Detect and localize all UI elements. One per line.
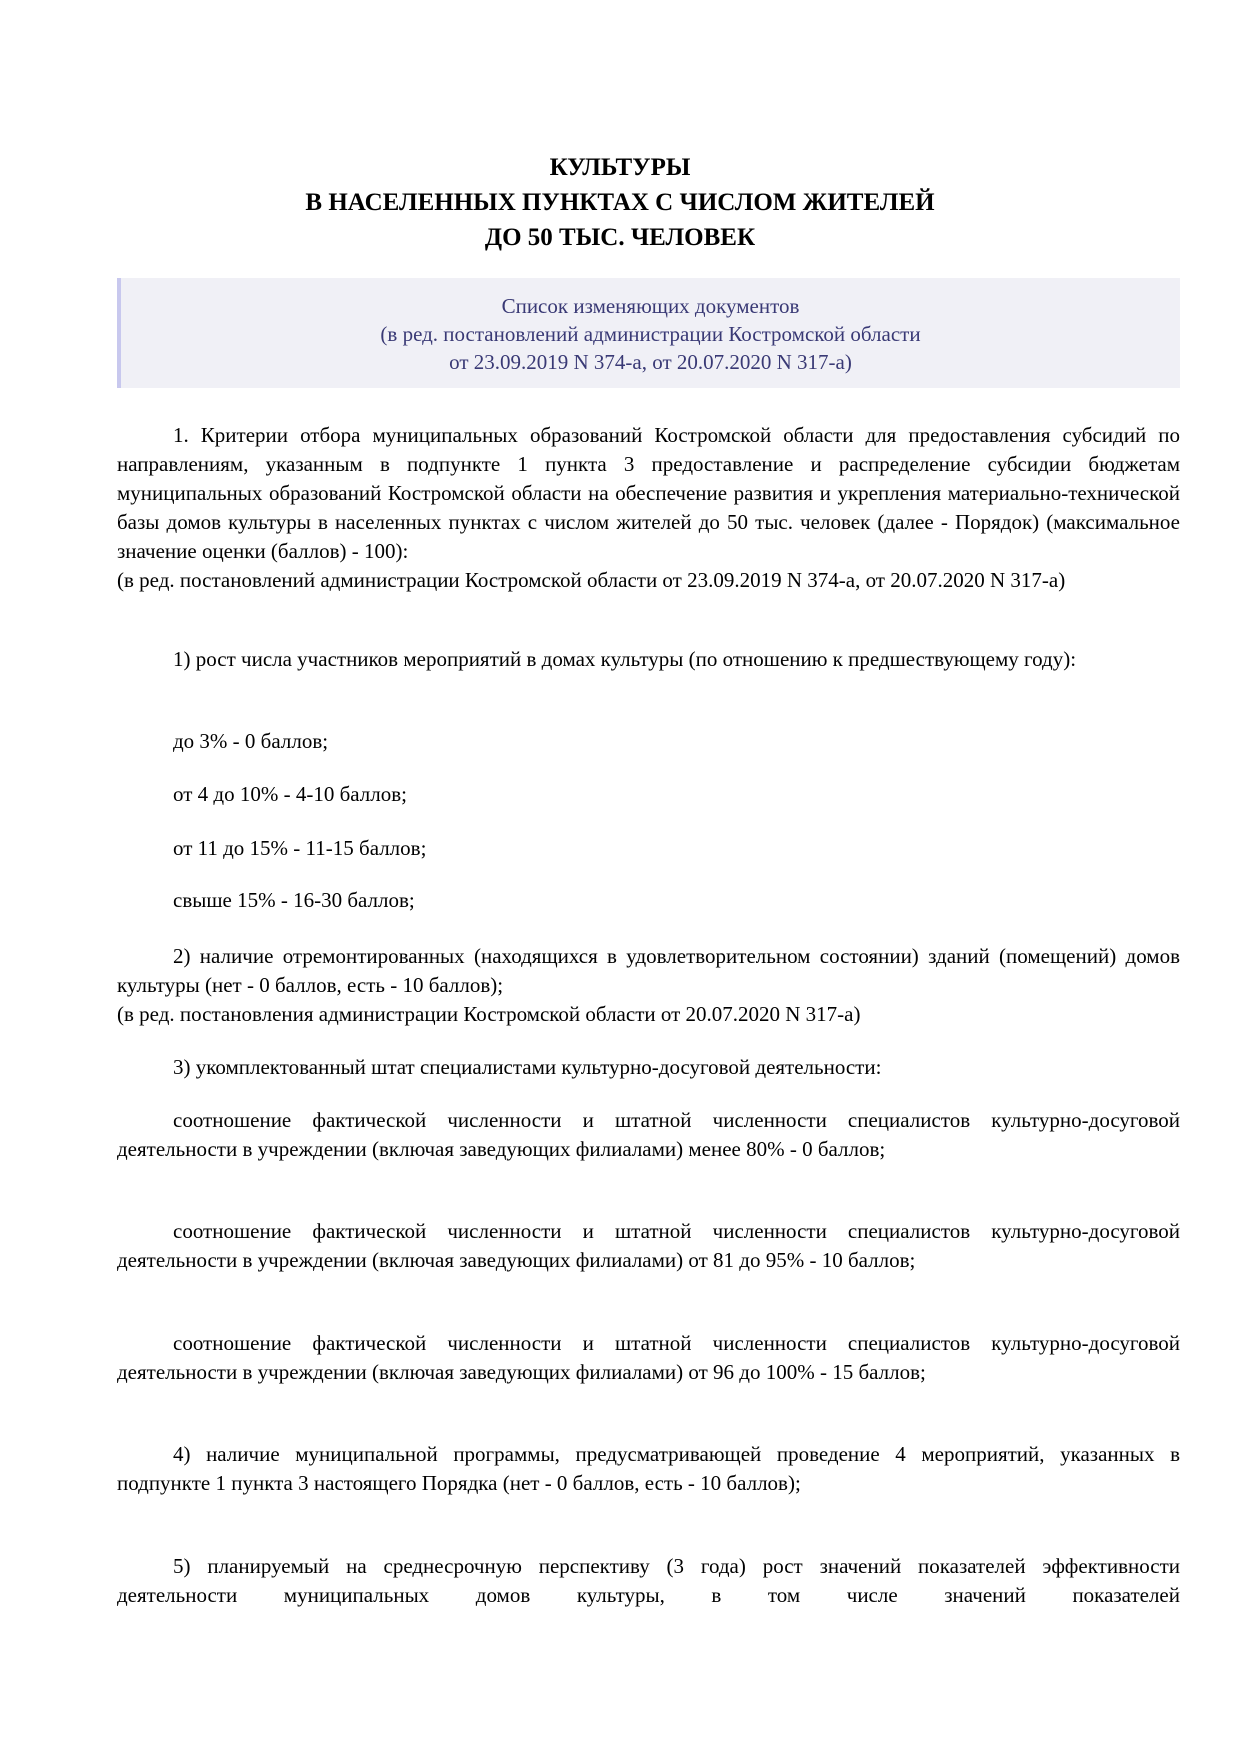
criterion-1-option: от 11 до 15% - 11-15 баллов; xyxy=(173,836,427,860)
amendments-line: от 23.09.2019 N 374-а, от 20.07.2020 N 317-а) xyxy=(449,350,852,374)
criterion-1-option: до 3% - 0 баллов; xyxy=(173,729,329,753)
criterion-3-option: соотношение фактической численности и штатной численности специалистов культурно-досуговой деятельности в учреждении (включая заведующих филиалами) от 96 до 100% - 15 баллов; xyxy=(117,1331,1180,1384)
paragraph-text: 1. Критерии отбора муниципальных образований Костромской области для предоставления субсидий по направлениям, указанным в подпункте 1 пункта 3 предоставление и распределение субсидии бюджетам муниципальных образований Костромской области на обеспечение развития и укрепления материально-технической базы домов культуры в населенных пунктах с числом жителей до 50 тыс. человек (далее - Порядок) (максимальное значение оценки (баллов) - 100): xyxy=(117,423,1180,563)
amendments-heading: Список изменяющих документов xyxy=(501,294,800,318)
criterion-2 xyxy=(117,942,1180,1029)
amendment-note: (в ред. постановления администрации Костромской области от 20.07.2020 N 317-а) xyxy=(117,1002,861,1026)
amendments-box xyxy=(117,278,1180,388)
document-title xyxy=(0,150,1240,255)
criterion-1: 1) рост числа участников мероприятий в домах культуры (по отношению к предшествующему году): xyxy=(173,647,1077,671)
paragraph-text: 2) наличие отремонтированных (находящихся в удовлетворительном состоянии) зданий (помещений) домов культуры (нет - 0 баллов, есть - 10 баллов); xyxy=(117,944,1180,997)
paragraph-1 xyxy=(117,421,1180,595)
criterion-1-option: свыше 15% - 16-30 баллов; xyxy=(173,888,415,912)
criterion-3-option: соотношение фактической численности и штатной численности специалистов культурно-досуговой деятельности в учреждении (включая заведующих филиалами) от 81 до 95% - 10 баллов; xyxy=(117,1219,1180,1272)
criterion-3: 3) укомплектованный штат специалистами культурно-досуговой деятельности: xyxy=(173,1055,882,1079)
criterion-4: 4) наличие муниципальной программы, предусматривающей проведение 4 мероприятий, указанных в подпункте 1 пункта 3 настоящего Порядка (нет - 0 баллов, есть - 10 баллов); xyxy=(117,1442,1180,1495)
amendments-line: (в ред. постановлений администрации Костромской области xyxy=(380,322,921,346)
criterion-1-option: от 4 до 10% - 4-10 баллов; xyxy=(173,782,407,806)
amendment-note: (в ред. постановлений администрации Костромской области от 23.09.2019 N 374-а, от 20.07.2020 N 317-а) xyxy=(117,568,1066,592)
criterion-3-option: соотношение фактической численности и штатной численности специалистов культурно-досуговой деятельности в учреждении (включая заведующих филиалами) менее 80% - 0 баллов; xyxy=(117,1108,1180,1161)
title-line: КУЛЬТУРЫ xyxy=(549,154,691,181)
criterion-5: 5) планируемый на среднесрочную перспективу (3 года) рост значений показателей эффективности деятельности муниципальных домов культуры, в том числе значений показателей xyxy=(117,1554,1180,1607)
title-line: В НАСЕЛЕННЫХ ПУНКТАХ С ЧИСЛОМ ЖИТЕЛЕЙ xyxy=(305,189,935,216)
title-line: ДО 50 ТЫС. ЧЕЛОВЕК xyxy=(484,224,756,251)
